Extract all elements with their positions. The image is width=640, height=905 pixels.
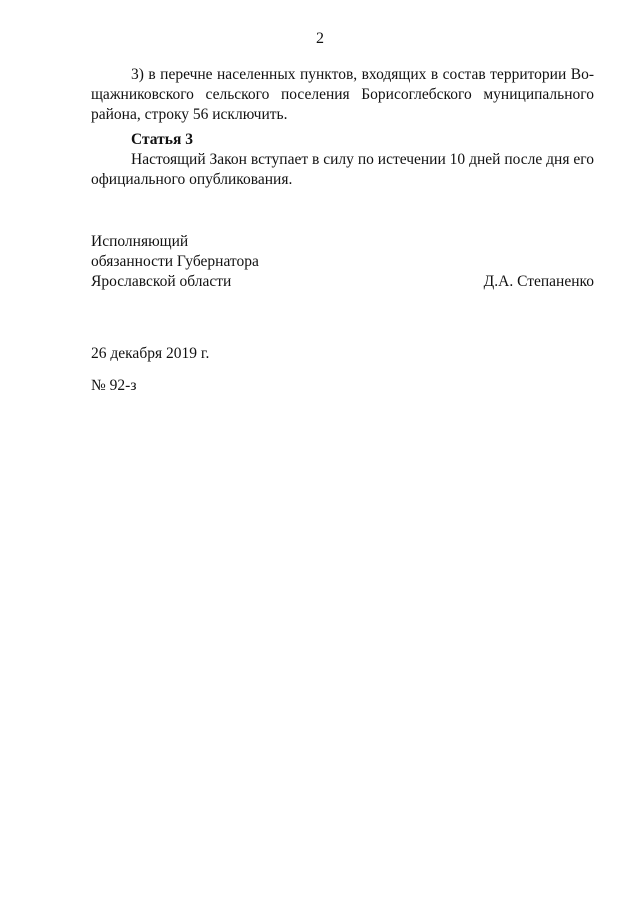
article-3-heading: Статья 3: [131, 131, 193, 148]
signatory-position-line: Исполняющий: [91, 233, 189, 250]
article-3-paragraph: [91, 150, 594, 190]
signatory-position-line: обязанности Губернатора: [91, 253, 259, 270]
paragraph-line: 3) в перечне населенных пунктов, входящих в состав территории Во-: [131, 66, 594, 83]
paragraph-line: щажниковского сельского поселения Борисоглебского муниципального: [91, 86, 594, 103]
law-number: № 92-з: [91, 377, 137, 394]
signatory-position-line: Ярославской области: [91, 273, 232, 290]
signatory-name: Д.А. Степаненко: [483, 273, 594, 290]
item-3-paragraph: [91, 65, 594, 125]
paragraph-line: района, строку 56 исключить.: [91, 106, 288, 123]
signing-date: 26 декабря 2019 г.: [91, 345, 210, 362]
page-number: 2: [316, 30, 324, 47]
paragraph-line: официального опубликования.: [91, 171, 293, 188]
paragraph-line: Настоящий Закон вступает в силу по истечении 10 дней после дня его: [131, 151, 594, 168]
